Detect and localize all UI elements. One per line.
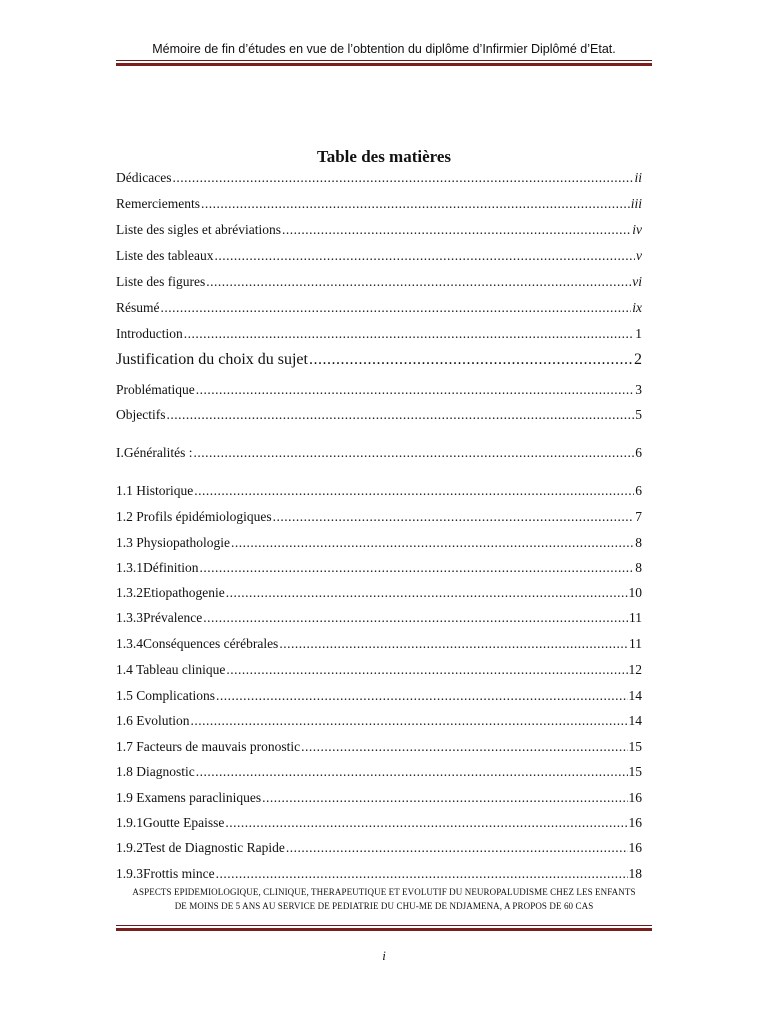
toc-dot-leader	[191, 713, 628, 729]
toc-dot-leader	[216, 866, 628, 882]
toc-entry[interactable]	[116, 790, 642, 806]
toc-entry-label: Liste des figures	[116, 274, 206, 289]
toc-entry-label: 1.4 Tableau clinique	[116, 662, 226, 677]
toc-dot-leader	[309, 351, 633, 369]
toc-entry-page: 7	[635, 509, 642, 524]
toc-dot-leader	[273, 509, 635, 525]
toc-dot-leader	[196, 764, 628, 780]
toc-entry-label: Test de Diagnostic Rapide	[143, 840, 285, 855]
toc-entry[interactable]	[116, 662, 642, 678]
toc-entry[interactable]	[116, 248, 642, 264]
toc-entry-page: v	[636, 248, 642, 263]
toc-entry[interactable]	[116, 688, 642, 704]
toc-entry-label: Introduction	[116, 326, 183, 341]
toc-dot-leader	[194, 483, 634, 499]
toc-entry-page: 6	[635, 445, 642, 460]
toc-entry[interactable]	[116, 866, 642, 882]
toc-dot-leader	[172, 170, 633, 186]
page-number: i	[382, 948, 386, 963]
toc-entry-label: 1.3 Physiopathologie	[116, 535, 230, 550]
page-header: Mémoire de fin d’études en vue de l’obtention du diplôme d’Infirmier Diplômé d’Etat.	[152, 42, 616, 56]
toc-entry-page: 3	[635, 382, 642, 397]
toc-entry[interactable]	[116, 407, 642, 423]
toc-entry-page: iii	[630, 196, 642, 211]
toc-entry[interactable]	[116, 170, 642, 186]
footer-line-2: DE MOINS DE 5 ANS AU SERVICE DE PEDIATRIE DU CHU-ME DE NDJAMENA, A PROPOS DE 60 CAS	[174, 901, 594, 911]
toc-entry-number: 1.3.3	[116, 610, 143, 625]
toc-entry-label: Résumé	[116, 300, 160, 315]
toc-entry-label: Conséquences cérébrales	[143, 636, 279, 651]
toc-entry[interactable]	[116, 382, 642, 398]
toc-entry-number: 1.3.1	[116, 560, 143, 575]
toc-entry-page: 11	[629, 610, 642, 625]
toc-entry-number: 1.9.2	[116, 840, 143, 855]
toc-entry-number: 1.9.1	[116, 815, 143, 830]
toc-dot-leader	[282, 222, 631, 238]
footer-line-1: ASPECTS EPIDEMIOLOGIQUE, CLINIQUE, THERAPEUTIQUE ET EVOLUTIF DU NEUROPALUDISME CHEZ LES ENFANTS	[132, 887, 636, 897]
toc-entry-label: 1.1 Historique	[116, 483, 194, 498]
toc-dot-leader	[225, 815, 627, 831]
footer-rule	[116, 925, 652, 931]
toc-entry-label: 1.7 Facteurs de mauvais pronostic	[116, 739, 301, 754]
toc-entry-label: Objectifs	[116, 407, 166, 422]
toc-entry[interactable]	[116, 445, 642, 461]
toc-entry-page: 18	[628, 866, 642, 881]
toc-dot-leader	[200, 560, 635, 576]
toc-entry-page: 14	[628, 688, 642, 703]
document-footer	[0, 885, 768, 913]
toc-entry-label: Goutte Epaisse	[143, 815, 225, 830]
toc-entry[interactable]	[116, 326, 642, 342]
toc-dot-leader	[226, 585, 628, 601]
toc-entry-label: I.Généralités :	[116, 445, 193, 460]
toc-entry-label: Liste des tableaux	[116, 248, 214, 263]
toc-entry-page: 14	[628, 713, 642, 728]
toc-entry-label: 1.6 Evolution	[116, 713, 190, 728]
toc-dot-leader	[161, 300, 632, 316]
toc-entry-page: 6	[635, 483, 642, 498]
toc-entry[interactable]	[116, 560, 642, 576]
toc-entry[interactable]	[116, 351, 642, 369]
toc-dot-leader	[184, 326, 635, 342]
toc-entry[interactable]	[116, 610, 642, 626]
toc-entry-label: 1.8 Diagnostic	[116, 764, 195, 779]
toc-entry-page: ii	[634, 170, 642, 185]
toc-entry-label: Liste des sigles et abréviations	[116, 222, 281, 237]
toc-entry-label: 1.9 Examens paracliniques	[116, 790, 262, 805]
toc-entry-page: 10	[628, 585, 642, 600]
toc-entry-page: ix	[632, 300, 642, 315]
toc-entry-label: Frottis mince	[143, 866, 215, 881]
toc-entry[interactable]	[116, 274, 642, 290]
toc-entry-page: 16	[628, 790, 642, 805]
toc-entry-label: Remerciements	[116, 196, 200, 211]
toc-dot-leader	[226, 662, 627, 678]
toc-entry-label: Justification du choix du sujet	[116, 351, 308, 368]
toc-entry[interactable]	[116, 764, 642, 780]
toc-dot-leader	[279, 636, 628, 652]
toc-dot-leader	[262, 790, 627, 806]
toc-entry-number: 1.3.4	[116, 636, 143, 651]
toc-entry-page: 5	[635, 407, 642, 422]
toc-dot-leader	[167, 407, 635, 423]
toc-entry-number: 1.9.3	[116, 866, 143, 881]
toc-entry-label: Etiopathogenie	[143, 585, 225, 600]
toc-entry[interactable]	[116, 483, 642, 499]
toc-entry[interactable]	[116, 300, 642, 316]
toc-dot-leader	[301, 739, 627, 755]
toc-entry-label: Dédicaces	[116, 170, 172, 185]
toc-dot-leader	[196, 382, 635, 398]
toc-entry-page: 15	[628, 739, 642, 754]
toc-entry-page: 1	[635, 326, 642, 341]
toc-entry-page: vi	[632, 274, 642, 289]
toc-entry-page: 16	[628, 815, 642, 830]
toc-entry[interactable]	[116, 739, 642, 755]
toc-entry[interactable]	[116, 636, 642, 652]
toc-entry-page: 15	[628, 764, 642, 779]
toc-title: Table des matières	[316, 147, 452, 166]
toc-entry-page: iv	[632, 222, 642, 237]
toc-dot-leader	[193, 445, 634, 461]
toc-entry[interactable]	[116, 713, 642, 729]
toc-dot-leader	[206, 274, 631, 290]
toc-dot-leader	[216, 688, 628, 704]
toc-entry-page: 8	[635, 560, 642, 575]
toc-entry-page: 2	[634, 351, 642, 368]
toc-entry-label: Définition	[143, 560, 199, 575]
toc-entry-page: 11	[629, 636, 642, 651]
toc-dot-leader	[286, 840, 628, 856]
toc-entry-page: 16	[628, 840, 642, 855]
toc-entry[interactable]	[116, 585, 642, 601]
toc-entry-label: 1.5 Complications	[116, 688, 215, 703]
toc-entry-number: 1.3.2	[116, 585, 143, 600]
toc-entry[interactable]	[116, 815, 642, 831]
toc-dot-leader	[231, 535, 634, 551]
toc-entry[interactable]	[116, 535, 642, 551]
toc-entry[interactable]	[116, 196, 642, 212]
toc-dot-leader	[201, 196, 630, 212]
toc-entry[interactable]	[116, 509, 642, 525]
toc-dot-leader	[203, 610, 628, 626]
toc-entry-page: 12	[628, 662, 642, 677]
toc-entry-label: Prévalence	[143, 610, 203, 625]
toc-entry-label: Problématique	[116, 382, 195, 397]
toc-entry[interactable]	[116, 222, 642, 238]
toc-entry[interactable]	[116, 840, 642, 856]
toc-entry-label: 1.2 Profils épidémiologiques	[116, 509, 272, 524]
toc-entry-page: 8	[635, 535, 642, 550]
toc-dot-leader	[214, 248, 635, 264]
header-rule	[116, 60, 652, 66]
